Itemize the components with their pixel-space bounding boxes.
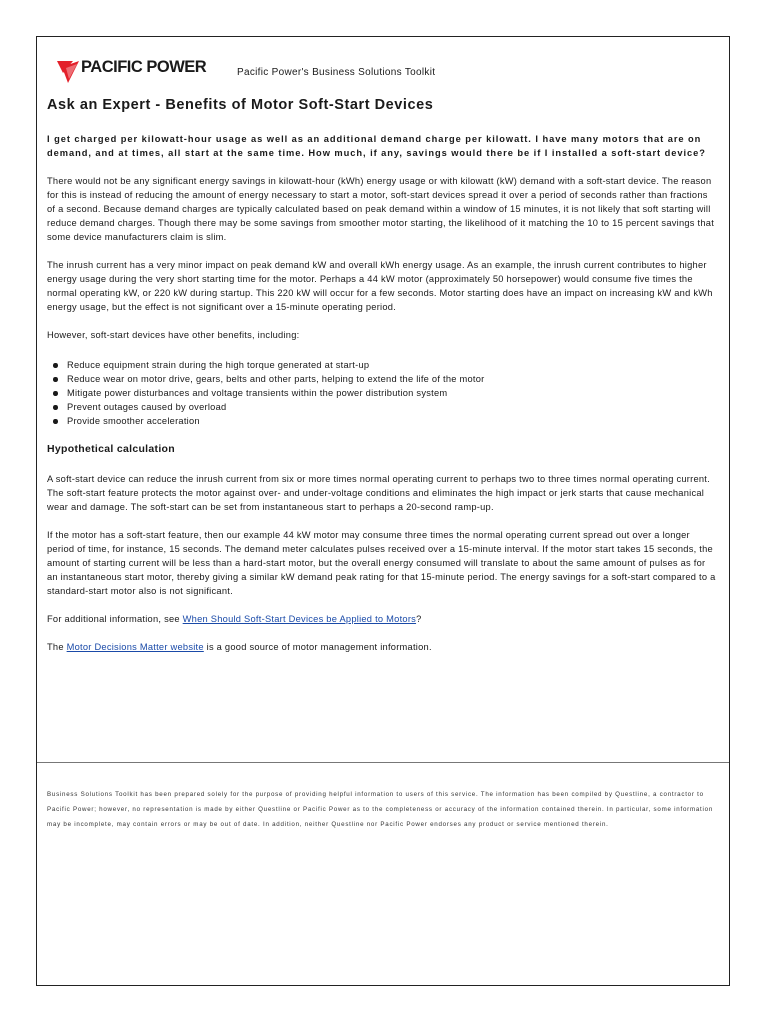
bullet-icon [53,405,58,410]
bullet-icon [53,377,58,382]
additional-info-suffix: ? [416,614,422,624]
list-item-text: Prevent outages caused by overload [67,402,227,412]
list-item [53,372,717,386]
page-frame [36,36,730,986]
page-header [57,57,707,87]
list-item-text: Reduce equipment strain during the high torque generated at start-up [67,360,370,370]
disclaimer-text: Business Solutions Toolkit has been prepared solely for the purpose of providing helpful information to users of this service. The information has been compiled by Questline, a contractor to Pacific Power; however, no representation is made by either Questline or Pacific Power as to the completeness or accuracy of the information contained therein. In particular, some information may be incomplete, may contain errors or may be out of date. In addition, neither Questline nor Pacific Power endorses any product or service mentioned therein. [47,791,714,828]
list-item [53,400,717,414]
list-item [53,414,717,428]
mdm-suffix: is a good source of motor management information. [203,642,432,652]
page-title: Ask an Expert - Benefits of Motor Soft-Start Devices [47,97,434,113]
list-item-text: Provide smoother acceleration [67,416,200,426]
logo-text: PACIFIC POWER [81,58,207,76]
motor-decisions-link[interactable]: Motor Decisions Matter website [66,642,204,652]
benefits-intro: However, soft-start devices have other benefits, including: [47,330,300,340]
additional-info [47,612,717,626]
answer-paragraph-1: There would not be any significant energy savings in kilowatt-hour (kWh) energy usage or with kilowatt (kW) demand with a soft-start device. The reason for this is instead of reducing the amount of energy necessary to start a motor, soft-start devices spread it over a period of seconds rather than fractions of a second. Because demand charges are typically calculated based on peak demand within a window of 15 minutes, it is not likely that soft starting will reduce demand charges. Though there may be some savings from smoother motor starting, the likelihood of it matching the 10 to 15 percent savings that some device manufacturers claim is slim. [47,176,715,242]
toolkit-title: Pacific Power's Business Solutions Toolkit [237,67,436,78]
question-text: I get charged per kilowatt-hour usage as well as an additional demand charge per kilowatt. I have many motors that are on demand, and at times, all start at the same time. How much, if any, savings would there be if I installed a soft-start device? [47,134,706,158]
list-item-text: Reduce wear on motor drive, gears, belts and other parts, helping to extend the life of the motor [67,374,485,384]
benefits-list [47,342,717,428]
calc-paragraph-2: If the motor has a soft-start feature, then our example 44 kW motor may consume three times the normal operating current spread out over a longer period of time, for instance, 15 seconds. The demand meter calculates pulses received over a 15-minute interval. If the motor start takes 15 seconds, the amount of starting current will be less than a hard-start motor, but the overall energy consumed will translate to about the same amount of pulses as for an instantaneous start motor, thereby giving a similar kW demand peak rating for that 15-minute period. The energy savings for a soft-start compared to a standard-start motor also is not significant. [47,530,716,596]
list-item-text: Mitigate power disturbances and voltage transients within the power distribution system [67,388,448,398]
article-body [47,132,717,668]
bullet-icon [53,419,58,424]
divider [37,762,729,763]
additional-info-prefix: For additional information, see [47,614,183,624]
mdm-info [47,640,717,654]
pacific-power-logo-icon [57,59,81,83]
pacific-power-logo [57,57,237,87]
soft-start-link[interactable]: When Should Soft-Start Devices be Applied to Motors [182,614,417,624]
list-item [53,386,717,400]
section-heading: Hypothetical calculation [47,443,175,455]
mdm-prefix: The [47,642,67,652]
bullet-icon [53,363,58,368]
bullet-icon [53,391,58,396]
answer-paragraph-2: The inrush current has a very minor impact on peak demand kW and overall kWh energy usage. As an example, the inrush current contributes to higher energy usage during the very short starting time for the motor. Perhaps a 44 kW motor (approximately 50 horsepower) would consume five times the normal operating kW, or 220 kW during startup. This 220 kW will occur for a few seconds. Motor starting does have an impact on increasing kW and kWh energy usage, but the effect is not significant over a 15-minute operating period. [47,260,713,312]
list-item [53,358,717,372]
calc-paragraph-1: A soft-start device can reduce the inrush current from six or more times normal operating current to perhaps two to three times normal operating current. The soft-start feature protects the motor against over- and under-voltage conditions and eliminates the high impact or jerk starts that cause mechanical wear and damage. The soft-start can be set from instantaneous start to perhaps a 20-second ramp-up. [47,474,710,512]
